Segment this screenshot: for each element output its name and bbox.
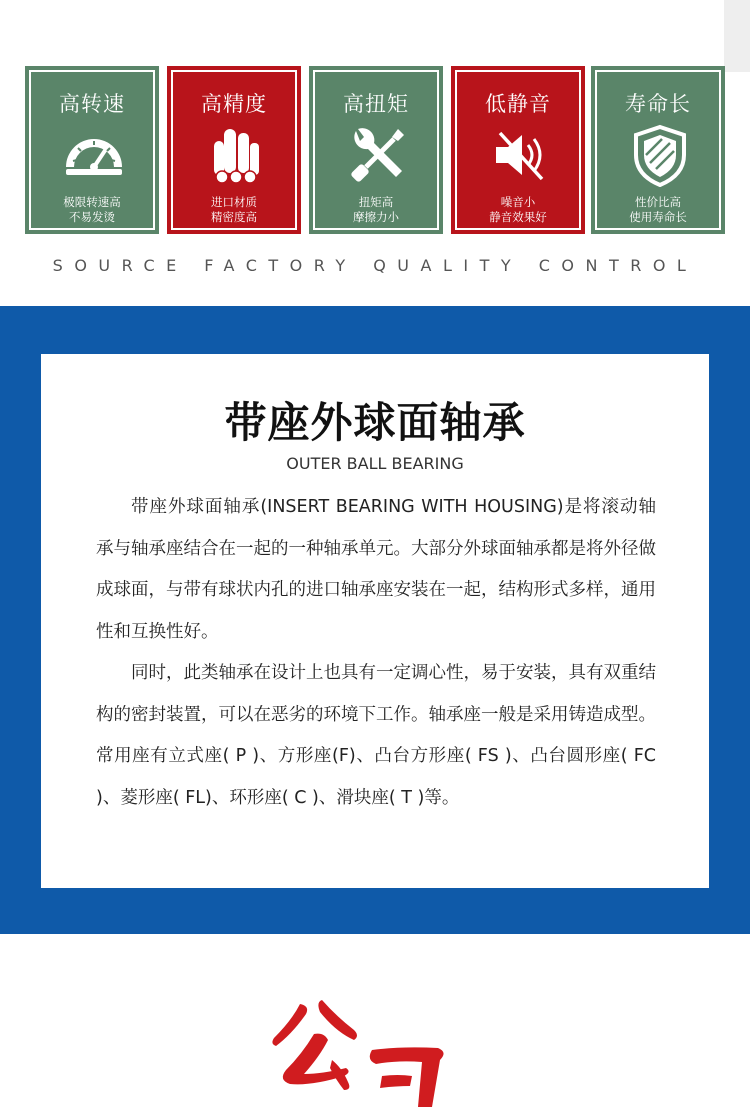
speedometer-icon	[62, 123, 126, 187]
feature-title: 高扭矩	[343, 92, 409, 116]
article-section	[0, 306, 750, 934]
feature-desc-line: 极限转速高	[63, 195, 121, 209]
article-title: 带座外球面轴承	[224, 398, 526, 447]
feature-title: 寿命长	[625, 92, 691, 116]
feature-desc-line: 精密度高	[211, 210, 257, 224]
article-subtitle: OUTER BALL BEARING	[286, 454, 464, 473]
feature-desc-line: 使用寿命长	[629, 210, 687, 224]
corner-bar	[724, 0, 750, 72]
steel-rods-icon	[204, 123, 268, 187]
feature-card-high-precision	[167, 66, 301, 234]
article-paragraph-2: 同时，此类轴承在设计上也具有一定调心性，易于安装，具有双重结构的密封装置，可以在恶劣的环境下工作。轴承座一般是采用铸造成型。常用座有立式座( P )、方形座(F)、凸台方形座( FS )、凸台圆形座( FC )、菱形座( FL)、环形座( C )、滑块座( T )等。	[96, 663, 656, 808]
feature-card-low-noise	[451, 66, 585, 234]
company-seal-calligraphy	[262, 990, 452, 1107]
feature-desc-line: 进口材质	[211, 195, 257, 209]
tagline: SOURCE FACTORY QUALITY CONTROL	[52, 256, 698, 275]
feature-title: 高精度	[201, 92, 267, 116]
wrench-screwdriver-icon	[346, 123, 410, 187]
feature-title: 低静音	[485, 92, 551, 116]
feature-card-high-speed	[25, 66, 159, 234]
feature-desc-line: 性价比高	[635, 195, 681, 209]
feature-desc-line: 静音效果好	[489, 210, 547, 224]
article-paragraph-1: 带座外球面轴承(INSERT BEARING WITH HOUSING)是将滚动轴承与轴承座结合在一起的一种轴承单元。大部分外球面轴承都是将外径做成球面，与带有球状内孔的进口轴承座安装在一起，结构形式多样，通用性和互换性好。	[96, 497, 656, 642]
feature-desc-line: 不易发烫	[69, 210, 115, 224]
feature-desc-line: 噪音小	[500, 195, 536, 209]
mute-speaker-icon	[488, 123, 552, 187]
feature-title: 高转速	[59, 92, 125, 116]
feature-desc-line: 扭矩高	[358, 195, 394, 209]
article-panel	[41, 354, 709, 888]
feature-cards	[25, 66, 725, 234]
feature-card-high-torque	[309, 66, 443, 234]
shield-icon	[628, 123, 692, 187]
feature-desc-line: 摩擦力小	[353, 210, 399, 224]
feature-card-long-life	[591, 66, 725, 234]
